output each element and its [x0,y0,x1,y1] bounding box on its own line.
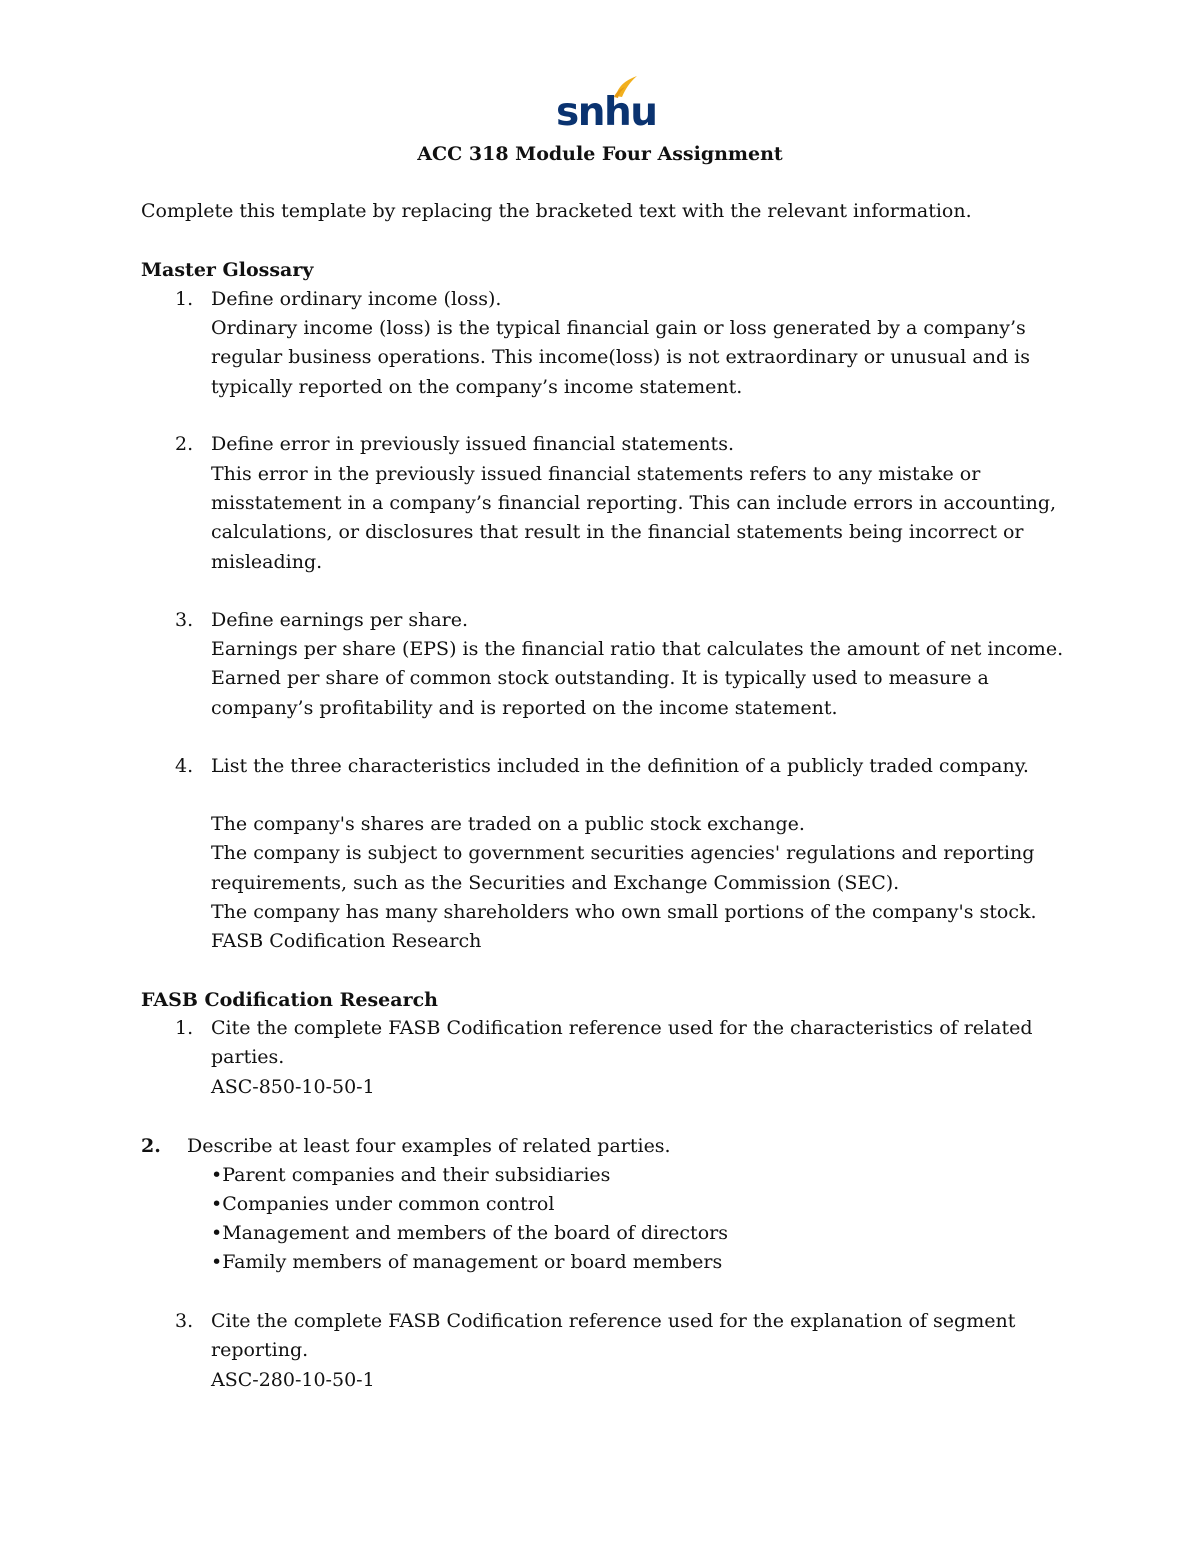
glossary-heading: Master Glossary [141,259,314,281]
question-text: Cite the complete FASB Codification reference used for the characteristics of related [211,1017,1033,1039]
question-text: parties. [211,1046,285,1068]
question-text: List the three characteristics included in the definition of a publicly traded company. [211,755,1029,777]
answer-line: The company's shares are traded on a public stock exchange. [211,813,805,835]
answer-line: Ordinary income (loss) is the typical financial gain or loss generated by a company’s [211,317,1026,339]
question-text: Define earnings per share. [211,609,469,631]
answer-line: ASC-280-10-50-1 [211,1369,375,1391]
item-number: 2. [141,1135,161,1157]
question-text: Cite the complete FASB Codification reference used for the explanation of segment [211,1310,1016,1332]
answer-line: Earned per share of common stock outstanding. It is typically used to measure a [211,667,989,689]
answer-line: Earnings per share (EPS) is the financial ratio that calculates the amount of net income. [211,638,1064,660]
answer-line: requirements, such as the Securities and Exchange Commission (SEC). [211,872,900,894]
answer-line: ASC-850-10-50-1 [211,1076,375,1098]
question-text: Define error in previously issued financial statements. [211,433,734,455]
answer-line: typically reported on the company’s income statement. [211,376,743,398]
bullet-item: •Parent companies and their subsidiaries [211,1164,611,1186]
item-number: 1. [175,288,194,310]
item-number: 4. [175,755,194,777]
answer-line: The company is subject to government securities agencies' regulations and reporting [211,842,1035,864]
item-number: 3. [175,609,194,631]
answer-line: regular business operations. This income(loss) is not extraordinary or unusual and is [211,346,1030,368]
answer-line: misstatement in a company’s financial reporting. This can include errors in accounting, [211,492,1057,514]
bullet-item: •Companies under common control [211,1193,555,1215]
research-heading: FASB Codification Research [141,989,438,1011]
logo-text: snhu [556,90,657,135]
item-number: 1. [175,1017,194,1039]
question-text: reporting. [211,1339,309,1361]
answer-line: This error in the previously issued financial statements refers to any mistake or [211,463,981,485]
answer-line: misleading. [211,551,323,573]
question-text: Describe at least four examples of related parties. [187,1135,671,1157]
item-number: 2. [175,433,194,455]
page-title: ACC 318 Module Four Assignment [417,143,783,165]
answer-line: calculations, or disclosures that result in the financial statements being incorrect or [211,521,1024,543]
bullet-item: •Management and members of the board of directors [211,1222,728,1244]
question-text: Define ordinary income (loss). [211,288,502,310]
answer-line: company’s profitability and is reported on the income statement. [211,697,838,719]
intro-text: Complete this template by replacing the bracketed text with the relevant information. [141,200,972,222]
bullet-item: •Family members of management or board members [211,1251,723,1273]
item-number: 3. [175,1310,194,1332]
snhu-logo [556,74,657,135]
answer-line: FASB Codification Research [211,930,482,952]
answer-line: The company has many shareholders who own small portions of the company's stock. [211,901,1037,923]
